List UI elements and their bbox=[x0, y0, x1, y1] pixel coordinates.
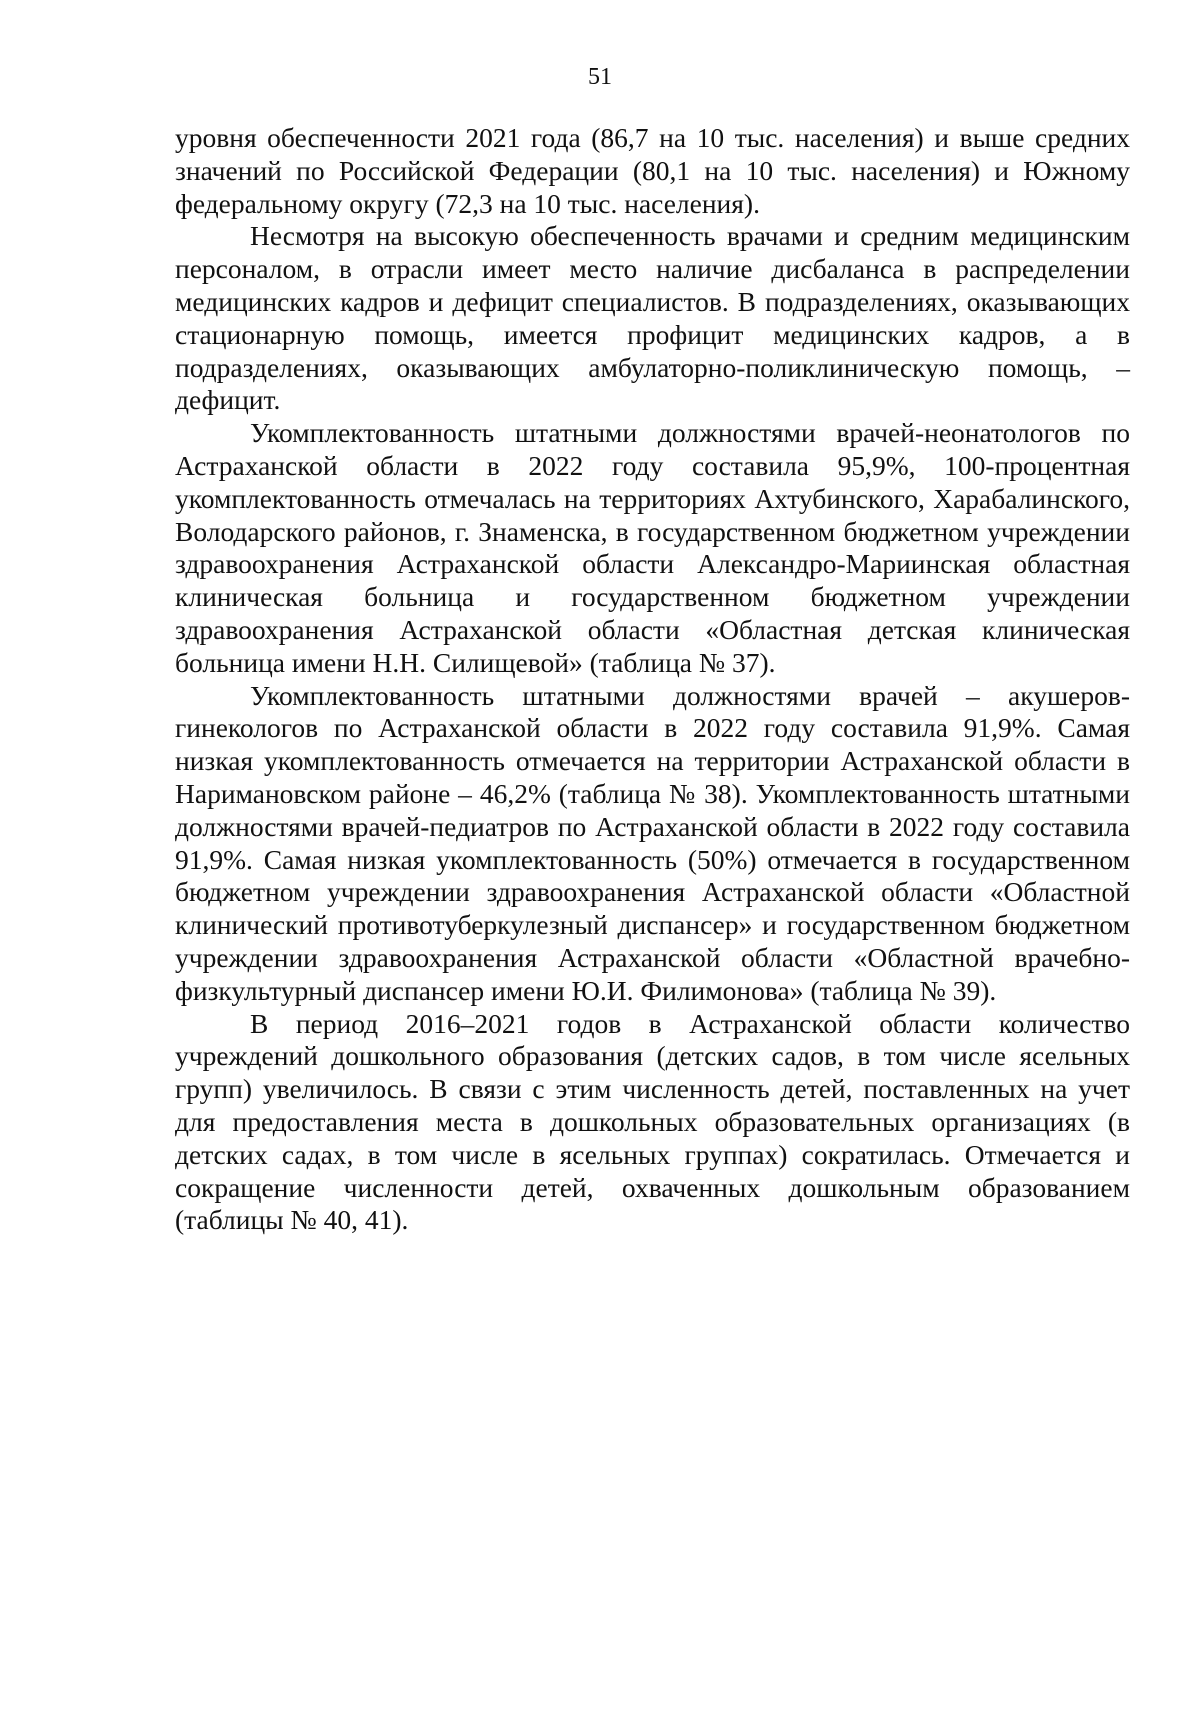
body-text bbox=[175, 122, 1130, 1237]
page-number: 51 bbox=[588, 64, 612, 90]
paragraph-continued: уровня обеспеченности 2021 года (86,7 на 10 тыс. населения) и выше средних значений по Российской Федерации (80,1 на 10 тыс. населения) и Южному федеральному округу (72,3 на 10 тыс. населения). bbox=[175, 122, 1130, 219]
paragraph-neonatologists: Укомплектованность штатными должностями врачей-неонатологов по Астраханской области в 2022 году составила 95,9%, 100-процентная укомплектованность отмечалась на территориях Ахтубинского, Харабалинского, Володарского районов, г. Знаменска, в государственном бюджетном учреждении здравоохранения Астраханской области Александро-Мариинская областная клиническая больница и государственном бюджетном учреждении здравоохранения Астраханской области «Областная детская клиническая больница имени Н.Н. Силищевой» (таблица № 37). bbox=[175, 417, 1130, 678]
paragraph-obstetricians-pediatricians: Укомплектованность штатными должностями врачей – акушеров-гинекологов по Астраханской области в 2022 году составила 91,9%. Самая низкая укомплектованность отмечается на территории Астраханской области в Наримановском районе – 46,2% (таблица № 38). Укомплектованность штатными должностями врачей-педиатров по Астраханской области в 2022 году составила 91,9%. Самая низкая укомплектованность (50%) отмечается в государственном бюджетном учреждении здравоохранения Астраханской области «Областной клинический противотуберкулезный диспансер» и государственном бюджетном учреждении здравоохранения Астраханской области «Областной врачебно-физкультурный диспансер имени Ю.И. Филимонова» (таблица № 39). bbox=[175, 679, 1130, 1006]
paragraph-staffing-imbalance: Несмотря на высокую обеспеченность врачами и средним медицинским персоналом, в отрасли имеет место наличие дисбаланса в распределении медицинских кадров и дефицит специалистов. В подразделениях, оказывающих стационарную помощь, имеется профицит медицинских кадров, а в подразделениях, оказывающих амбулаторно-поликлиническую помощь, – дефицит. bbox=[175, 220, 1130, 416]
paragraph-preschool-education: В период 2016–2021 годов в Астраханской области количество учреждений дошкольного образования (детских садов, в том числе ясельных групп) увеличилось. В связи с этим численность детей, поставленных на учет для предоставления места в дошкольных образовательных организациях (в детских садах, в том числе в ясельных группах) сократилась. Отмечается и сокращение численности детей, охваченных дошкольным образованием (таблицы № 40, 41). bbox=[175, 1007, 1130, 1236]
